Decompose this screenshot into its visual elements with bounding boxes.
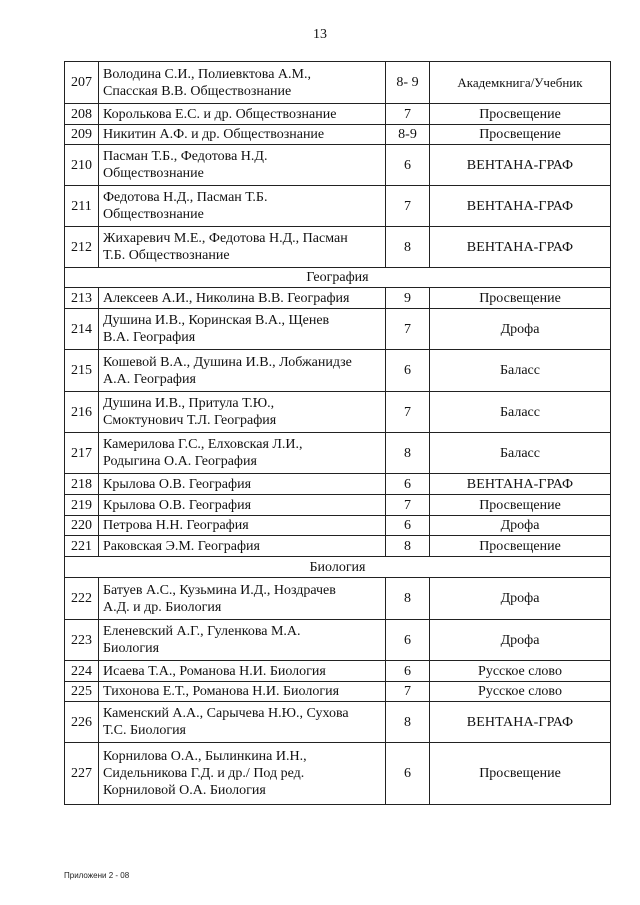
section-title: Биология bbox=[65, 557, 611, 578]
authors-title-cell bbox=[99, 392, 386, 433]
grade-cell: 6 bbox=[386, 620, 430, 661]
row-number: 216 bbox=[65, 392, 99, 433]
authors-title-cell bbox=[99, 702, 386, 743]
table-row bbox=[65, 578, 611, 620]
grade-cell: 7 bbox=[386, 186, 430, 227]
row-number: 226 bbox=[65, 702, 99, 743]
table-row bbox=[65, 392, 611, 433]
grade-cell: 7 bbox=[386, 495, 430, 516]
authors-title-line: Володина С.И., Полиевктова А.М., bbox=[103, 66, 311, 82]
grade-cell: 6 bbox=[386, 661, 430, 682]
authors-title-line: Т.С. Биология bbox=[103, 723, 186, 738]
authors-title-line: Петрова Н.Н. География bbox=[103, 518, 249, 533]
authors-title-line: Душина И.В., Коринская В.А., Щенев bbox=[103, 313, 330, 328]
authors-title-cell bbox=[99, 620, 386, 661]
publisher-cell: ВЕНТАНА-ГРАФ bbox=[430, 227, 611, 268]
row-number: 212 bbox=[65, 227, 99, 268]
authors-title-line: Исаева Т.А., Романова Н.И. Биология bbox=[103, 663, 326, 679]
grade-cell: 8 bbox=[386, 227, 430, 268]
authors-title-line: Крылова О.В. География bbox=[103, 476, 252, 492]
authors-title-cell bbox=[99, 104, 386, 125]
authors-title-line: Спасская В.В. Обществознание bbox=[103, 83, 292, 99]
authors-title-cell bbox=[99, 125, 386, 145]
table-row bbox=[65, 495, 611, 516]
section-header-row bbox=[65, 557, 611, 578]
row-number: 220 bbox=[65, 516, 99, 536]
row-number: 214 bbox=[65, 309, 99, 350]
authors-title-line: Корниловой О.А. Биология bbox=[103, 783, 266, 798]
row-number: 217 bbox=[65, 433, 99, 474]
authors-title-line: Смоктунович Т.Л. География bbox=[103, 413, 277, 428]
authors-title-cell bbox=[99, 495, 386, 516]
table-row bbox=[65, 227, 611, 268]
row-number: 209 bbox=[65, 125, 99, 145]
authors-title-line: Тихонова Е.Т., Романова Н.И. Биология bbox=[103, 684, 340, 699]
authors-title-cell bbox=[99, 661, 386, 682]
row-number: 213 bbox=[65, 288, 99, 309]
publisher-cell: Просвещение bbox=[430, 536, 611, 557]
authors-title-cell bbox=[99, 145, 386, 186]
publisher-cell: Просвещение bbox=[430, 495, 611, 516]
authors-title-line: Никитин А.Ф. и др. Обществознание bbox=[103, 127, 325, 142]
row-number: 211 bbox=[65, 186, 99, 227]
publisher-cell: Дрофа bbox=[430, 578, 611, 620]
table-row bbox=[65, 125, 611, 145]
authors-title-line: Королькова Е.С. и др. Обществознание bbox=[103, 106, 337, 122]
publisher-cell: Дрофа bbox=[430, 309, 611, 350]
row-number: 223 bbox=[65, 620, 99, 661]
authors-title-line: Камерилова Г.С., Елховская Л.И., bbox=[103, 437, 303, 452]
row-number: 215 bbox=[65, 350, 99, 392]
authors-title-cell bbox=[99, 474, 386, 495]
authors-title-cell bbox=[99, 516, 386, 536]
row-number: 222 bbox=[65, 578, 99, 620]
grade-cell: 8 bbox=[386, 433, 430, 474]
table-row bbox=[65, 186, 611, 227]
authors-title-line: Обществознание bbox=[103, 166, 204, 181]
grade-cell: 8 bbox=[386, 702, 430, 743]
authors-title-line: Батуев А.С., Кузьмина И.Д., Ноздрачев bbox=[103, 582, 336, 598]
grade-cell: 7 bbox=[386, 392, 430, 433]
table-row bbox=[65, 104, 611, 125]
grade-cell: 6 bbox=[386, 516, 430, 536]
table-row bbox=[65, 433, 611, 474]
table-row bbox=[65, 620, 611, 661]
authors-title-cell bbox=[99, 743, 386, 805]
grade-cell: 8- 9 bbox=[386, 62, 430, 104]
authors-title-line: Душина И.В., Притула Т.Ю., bbox=[103, 396, 275, 411]
grade-cell: 6 bbox=[386, 145, 430, 186]
table-row bbox=[65, 516, 611, 536]
publisher-cell: ВЕНТАНА-ГРАФ bbox=[430, 702, 611, 743]
publisher-cell: Баласс bbox=[430, 350, 611, 392]
row-number: 207 bbox=[65, 62, 99, 104]
publisher-cell: Дрофа bbox=[430, 620, 611, 661]
row-number: 208 bbox=[65, 104, 99, 125]
row-number: 227 bbox=[65, 743, 99, 805]
table-row bbox=[65, 145, 611, 186]
table-row bbox=[65, 702, 611, 743]
authors-title-cell bbox=[99, 578, 386, 620]
authors-title-cell bbox=[99, 186, 386, 227]
publisher-cell: Просвещение bbox=[430, 288, 611, 309]
authors-title-line: Пасман Т.Б., Федотова Н.Д. bbox=[103, 149, 268, 164]
authors-title-line: Обществознание bbox=[103, 207, 204, 222]
publisher-cell: Академкнига/Учебник bbox=[430, 62, 611, 104]
row-number: 225 bbox=[65, 682, 99, 702]
row-number: 219 bbox=[65, 495, 99, 516]
publisher-cell: Баласс bbox=[430, 392, 611, 433]
row-number: 210 bbox=[65, 145, 99, 186]
table-row bbox=[65, 309, 611, 350]
grade-cell: 8 bbox=[386, 578, 430, 620]
authors-title-cell bbox=[99, 536, 386, 557]
grade-cell: 7 bbox=[386, 682, 430, 702]
authors-title-cell bbox=[99, 350, 386, 392]
authors-title-cell bbox=[99, 62, 386, 104]
row-number: 218 bbox=[65, 474, 99, 495]
authors-title-cell bbox=[99, 309, 386, 350]
authors-title-line: Т.Б. Обществознание bbox=[103, 248, 230, 263]
footer-note: Приложени 2 - 08 bbox=[64, 871, 130, 880]
authors-title-line: А.А. География bbox=[103, 371, 196, 387]
authors-title-line: Каменский А.А., Сарычева Н.Ю., Сухова bbox=[103, 706, 349, 721]
grade-cell: 7 bbox=[386, 104, 430, 125]
authors-title-line: В.А. География bbox=[103, 330, 196, 345]
authors-title-line: Родыгина О.А. География bbox=[103, 454, 257, 469]
textbook-table-body bbox=[65, 62, 611, 805]
authors-title-cell bbox=[99, 227, 386, 268]
authors-title-cell bbox=[99, 682, 386, 702]
authors-title-line: Алексеев А.И., Николина В.В. География bbox=[103, 290, 350, 306]
authors-title-line: Биология bbox=[103, 641, 160, 656]
authors-title-line: Сидельникова Г.Д. и др./ Под ред. bbox=[103, 766, 305, 781]
authors-title-line: Раковская Э.М. География bbox=[103, 538, 260, 554]
table-row bbox=[65, 682, 611, 702]
authors-title-line: Еленевский А.Г., Гуленкова М.А. bbox=[103, 624, 301, 639]
grade-cell: 6 bbox=[386, 474, 430, 495]
section-header-row bbox=[65, 268, 611, 288]
table-row bbox=[65, 536, 611, 557]
row-number: 221 bbox=[65, 536, 99, 557]
page-number: 13 bbox=[313, 27, 327, 42]
authors-title-line: Жихаревич М.Е., Федотова Н.Д., Пасман bbox=[103, 231, 348, 246]
publisher-cell: Просвещение bbox=[430, 125, 611, 145]
authors-title-line: Крылова О.В. География bbox=[103, 497, 252, 513]
publisher-cell: Русское слово bbox=[430, 661, 611, 682]
publisher-cell: Русское слово bbox=[430, 682, 611, 702]
table-row bbox=[65, 62, 611, 104]
authors-title-cell bbox=[99, 288, 386, 309]
grade-cell: 8 bbox=[386, 536, 430, 557]
authors-title-cell bbox=[99, 433, 386, 474]
textbook-table bbox=[64, 61, 611, 805]
publisher-cell: Дрофа bbox=[430, 516, 611, 536]
section-title: География bbox=[65, 268, 611, 288]
grade-cell: 8-9 bbox=[386, 125, 430, 145]
authors-title-line: Корнилова О.А., Былинкина И.Н., bbox=[103, 749, 307, 764]
publisher-cell: ВЕНТАНА-ГРАФ bbox=[430, 145, 611, 186]
table-row bbox=[65, 474, 611, 495]
grade-cell: 9 bbox=[386, 288, 430, 309]
authors-title-line: А.Д. и др. Биология bbox=[103, 599, 222, 615]
table-row bbox=[65, 661, 611, 682]
publisher-cell: ВЕНТАНА-ГРАФ bbox=[430, 474, 611, 495]
authors-title-line: Кошевой В.А., Душина И.В., Лобжанидзе bbox=[103, 354, 352, 370]
publisher-cell: Просвещение bbox=[430, 743, 611, 805]
authors-title-line: Федотова Н.Д., Пасман Т.Б. bbox=[103, 190, 268, 205]
row-number: 224 bbox=[65, 661, 99, 682]
grade-cell: 6 bbox=[386, 743, 430, 805]
publisher-cell: Баласс bbox=[430, 433, 611, 474]
grade-cell: 6 bbox=[386, 350, 430, 392]
table-row bbox=[65, 288, 611, 309]
grade-cell: 7 bbox=[386, 309, 430, 350]
table-row bbox=[65, 743, 611, 805]
publisher-cell: ВЕНТАНА-ГРАФ bbox=[430, 186, 611, 227]
publisher-cell: Просвещение bbox=[430, 104, 611, 125]
table-row bbox=[65, 350, 611, 392]
